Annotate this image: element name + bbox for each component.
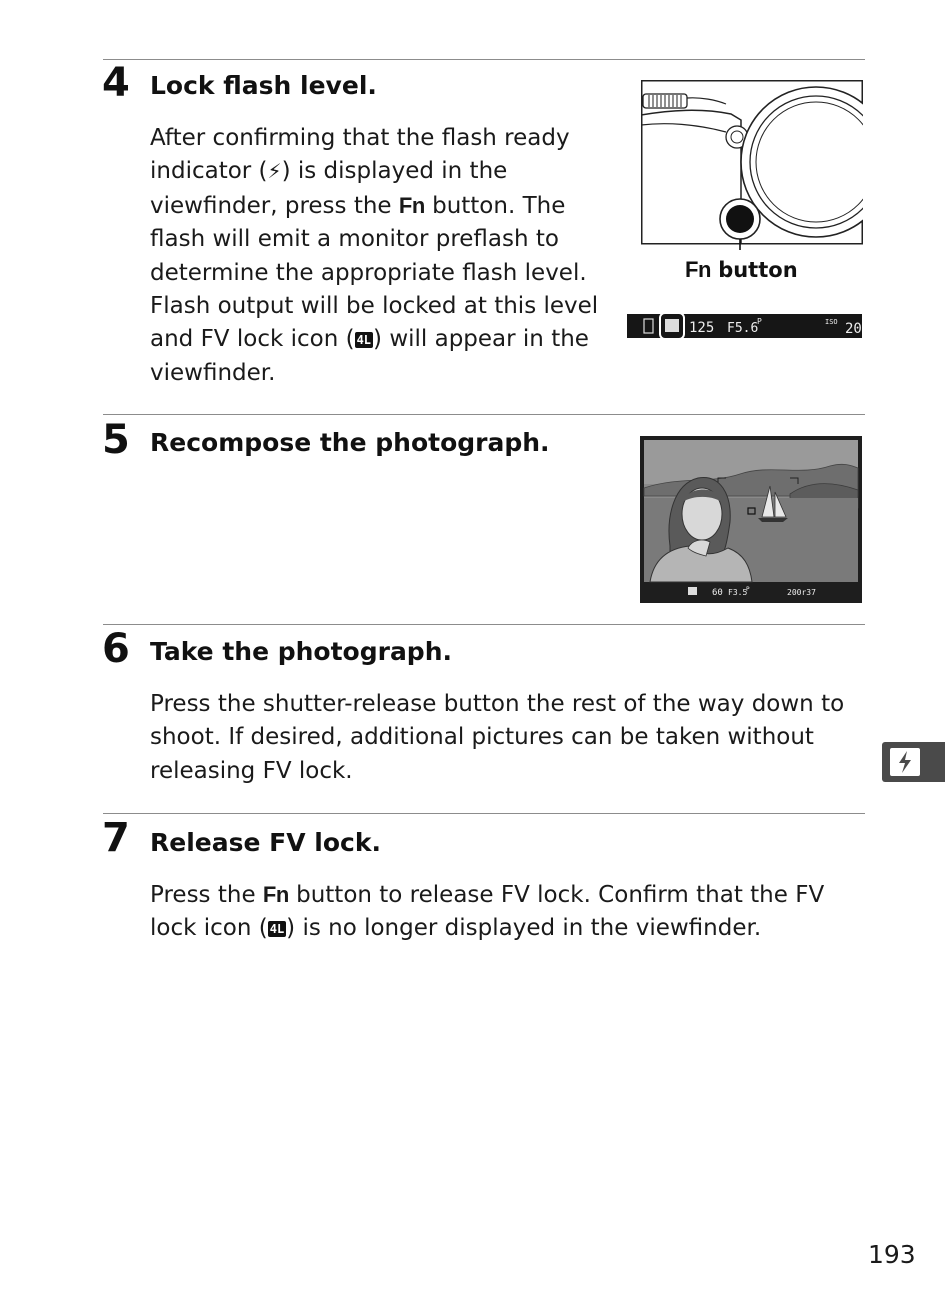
- mode-readout: P: [746, 586, 750, 593]
- flash-tab-icon-box: [890, 748, 920, 776]
- iso-label: ISO: [825, 318, 838, 326]
- viewfinder-info-strip: [627, 312, 862, 342]
- step-body: Press the shutter-release button the rest of the way down to shoot. If desired, additional pictures can be taken without releasing FV lock.: [150, 691, 845, 784]
- step-title: Recompose the photograph.: [150, 428, 550, 457]
- mode-readout: P: [757, 317, 762, 326]
- divider: [103, 414, 865, 415]
- shutter-speed-readout: 125: [689, 320, 715, 336]
- divider: [103, 813, 865, 814]
- section-tab: [882, 742, 945, 782]
- iso-readout: 20: [845, 321, 862, 337]
- camera-fn-button-illustration: [641, 80, 863, 250]
- flash-ready-icon: ⚡: [267, 159, 282, 184]
- divider: [103, 624, 865, 625]
- step-number: 6: [102, 626, 130, 672]
- fv-lock-icon: 4L: [269, 922, 285, 937]
- step-title: Take the photograph.: [150, 637, 453, 666]
- viewfinder-scene-illustration: [640, 436, 862, 603]
- shutter-speed-readout: 60: [712, 588, 723, 598]
- fn-glyph: Fn: [398, 192, 425, 218]
- step-title: Lock flash level.: [150, 71, 377, 100]
- step-number: 7: [102, 815, 130, 861]
- fn-glyph: Fn: [262, 882, 289, 907]
- page-number: 193: [868, 1240, 916, 1269]
- flash-icon: [890, 748, 920, 776]
- step-body: Press the Fn button to release FV lock. Confirm that the FV lock icon ( 4L) is no longer displayed in the viewfinder.: [150, 882, 825, 942]
- step-body: After confirming that the flash ready indicator (⚡) is displayed in the viewfinder, press the Fn button. The flash will emit a monitor preflash to determine the appropriate flash level. Flash output will be locked at this level and FV lock icon ( 4L) will appear in the viewfinder.: [150, 125, 599, 386]
- divider: [103, 59, 865, 60]
- aperture-readout: F5.6: [727, 321, 759, 336]
- step-title: Release FV lock.: [150, 828, 381, 857]
- shots-remaining-readout: 200r37: [787, 588, 816, 597]
- step-number: 5: [102, 417, 130, 463]
- aperture-readout: F3.5: [728, 588, 748, 597]
- step-number: 4: [102, 60, 130, 106]
- fn-button-label: Fn button: [685, 257, 798, 282]
- fv-lock-icon: 4L: [356, 333, 372, 348]
